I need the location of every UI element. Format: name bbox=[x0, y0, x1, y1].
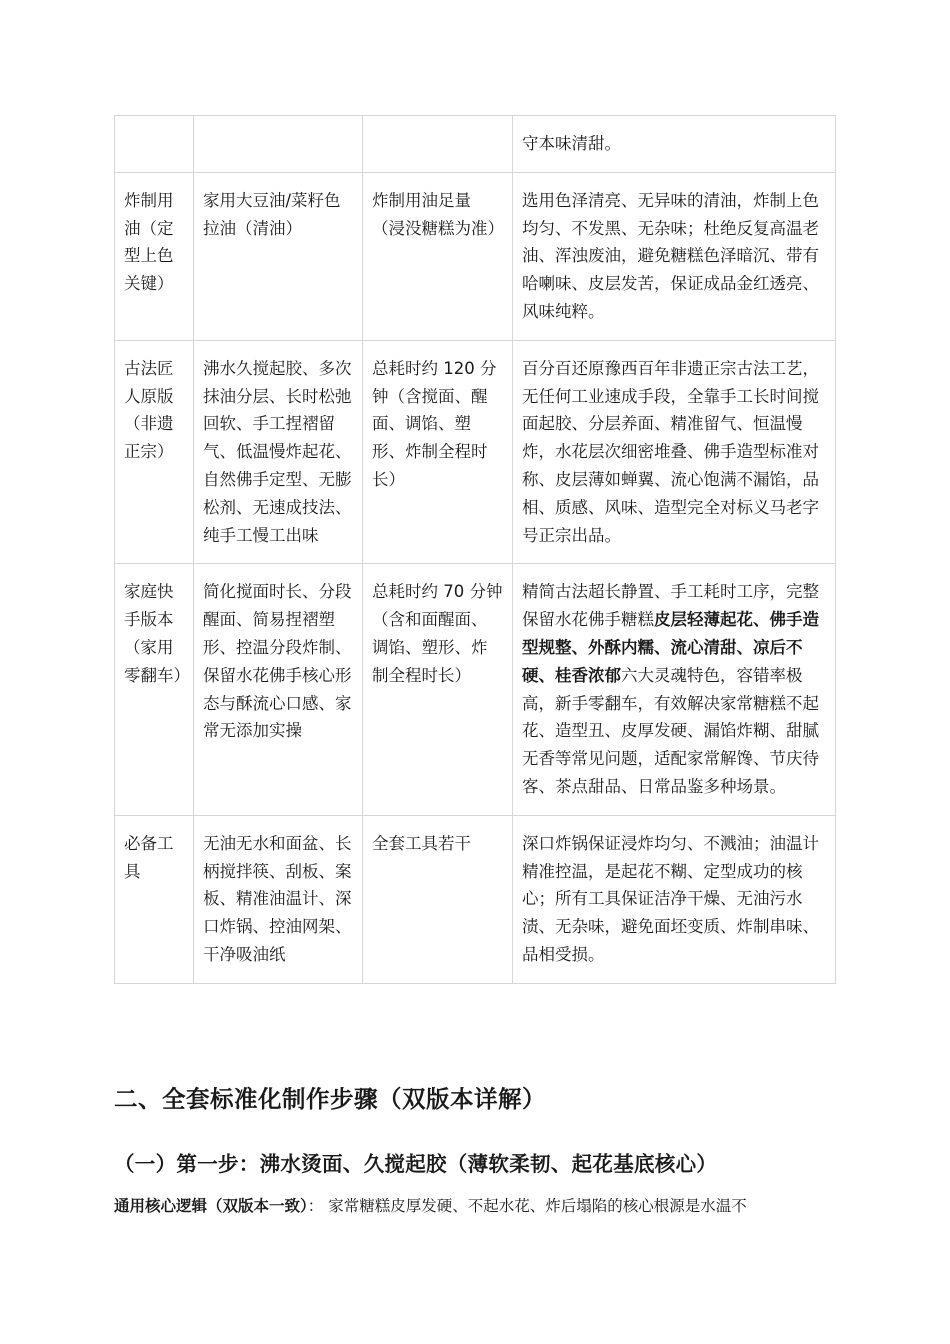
row-label-cell: 家庭快手版本（家用零翻车） bbox=[115, 564, 194, 815]
table-cell bbox=[363, 116, 513, 173]
cell-bold-text: 皮层轻薄起花、佛手造型规整、外酥内糯、流心清甜、凉后不硬、桂香浓郁 bbox=[522, 610, 819, 685]
table-cell bbox=[513, 564, 836, 815]
ingredients-table bbox=[114, 115, 836, 984]
table-cell: 守本味清甜。 bbox=[513, 116, 836, 173]
cell-text: 精简古法超长静置、手工耗时工序，完整保留水花佛手糖糕 bbox=[522, 582, 819, 630]
cell-text: 六大灵魂特色，容错率极高，新手零翻车，有效解决家常糖糕不起花、造型丑、皮厚发硬、漏馅炸糊、甜腻无香等常见问题，适配家常解馋、节庆待客、茶点甜品、日常品鉴多种场景。 bbox=[522, 665, 819, 796]
row-label-cell: 必备工具 bbox=[115, 815, 194, 983]
table-cell: 选用色泽清亮、无异味的清油，炸制上色均匀、不发黑、无杂味；杜绝反复高温老油、浑浊废油，避免糖糕色泽暗沉、带有哈喇味、皮层发苦，保证成品金红透亮、风味纯粹。 bbox=[513, 172, 836, 340]
table-cell: 简化搅面时长、分段醒面、简易捏褶塑形、控温分段炸制、保留水花佛手核心形态与酥流心口感、家常无添加实操 bbox=[194, 564, 363, 815]
body-paragraph bbox=[114, 1193, 844, 1219]
table-cell: 总耗时约 120 分钟（含搅面、醒面、调馅、塑形、炸制全程时长） bbox=[363, 340, 513, 564]
step-heading: （一）第一步：沸水烫面、久搅起胶（薄软柔韧、起花基底核心） bbox=[114, 1152, 718, 1176]
table-cell bbox=[194, 116, 363, 173]
table-cell: 全套工具若干 bbox=[363, 815, 513, 983]
table-cell: 无油无水和面盆、长柄搅拌筷、刮板、案板、精准油温计、深口炸锅、控油网架、干净吸油纸 bbox=[194, 815, 363, 983]
table-row bbox=[115, 815, 836, 983]
section-heading: 二、全套标准化制作步骤（双版本详解） bbox=[114, 1085, 546, 1113]
table-row bbox=[115, 116, 836, 173]
table-cell: 深口炸锅保证浸炸均匀、不溅油；油温计精准控温，是起花不糊、定型成功的核心；所有工具保证洁净干燥、无油污水渍、无杂味，避免面坯变质、炸制串味、品相受损。 bbox=[513, 815, 836, 983]
table-row bbox=[115, 340, 836, 564]
table-cell: 百分百还原豫西百年非遗正宗古法工艺，无任何工业速成手段，全靠手工长时间搅面起胶、分层养面、精准留气、恒温慢炸，水花层次细密堆叠、佛手造型标准对称、皮层薄如蝉翼、流心饱满不漏馅，品相、质感、风味、造型完全对标义马老字号正宗出品。 bbox=[513, 340, 836, 564]
table-cell: 家用大豆油/菜籽色拉油（清油） bbox=[194, 172, 363, 340]
table-cell bbox=[115, 116, 194, 173]
table-row bbox=[115, 564, 836, 815]
table-cell: 沸水久搅起胶、多次抹油分层、长时松弛回软、手工捏褶留气、低温慢炸起花、自然佛手定型、无膨松剂、无速成技法、纯手工慢工出味 bbox=[194, 340, 363, 564]
paragraph-lead: 通用核心逻辑（双版本一致） bbox=[114, 1197, 308, 1215]
paragraph-separator: ： bbox=[307, 1197, 324, 1215]
table-row bbox=[115, 172, 836, 340]
table-cell: 炸制用油足量（浸没糖糕为准） bbox=[363, 172, 513, 340]
row-label-cell: 古法匠人原版（非遗正宗） bbox=[115, 340, 194, 564]
table-cell: 总耗时约 70 分钟（含和面醒面、调馅、塑形、炸制全程时长） bbox=[363, 564, 513, 815]
paragraph-text: 家常糖糕皮厚发硬、不起水花、炸后塌陷的核心根源是水温不 bbox=[328, 1197, 747, 1215]
row-label-cell: 炸制用油（定型上色关键） bbox=[115, 172, 194, 340]
